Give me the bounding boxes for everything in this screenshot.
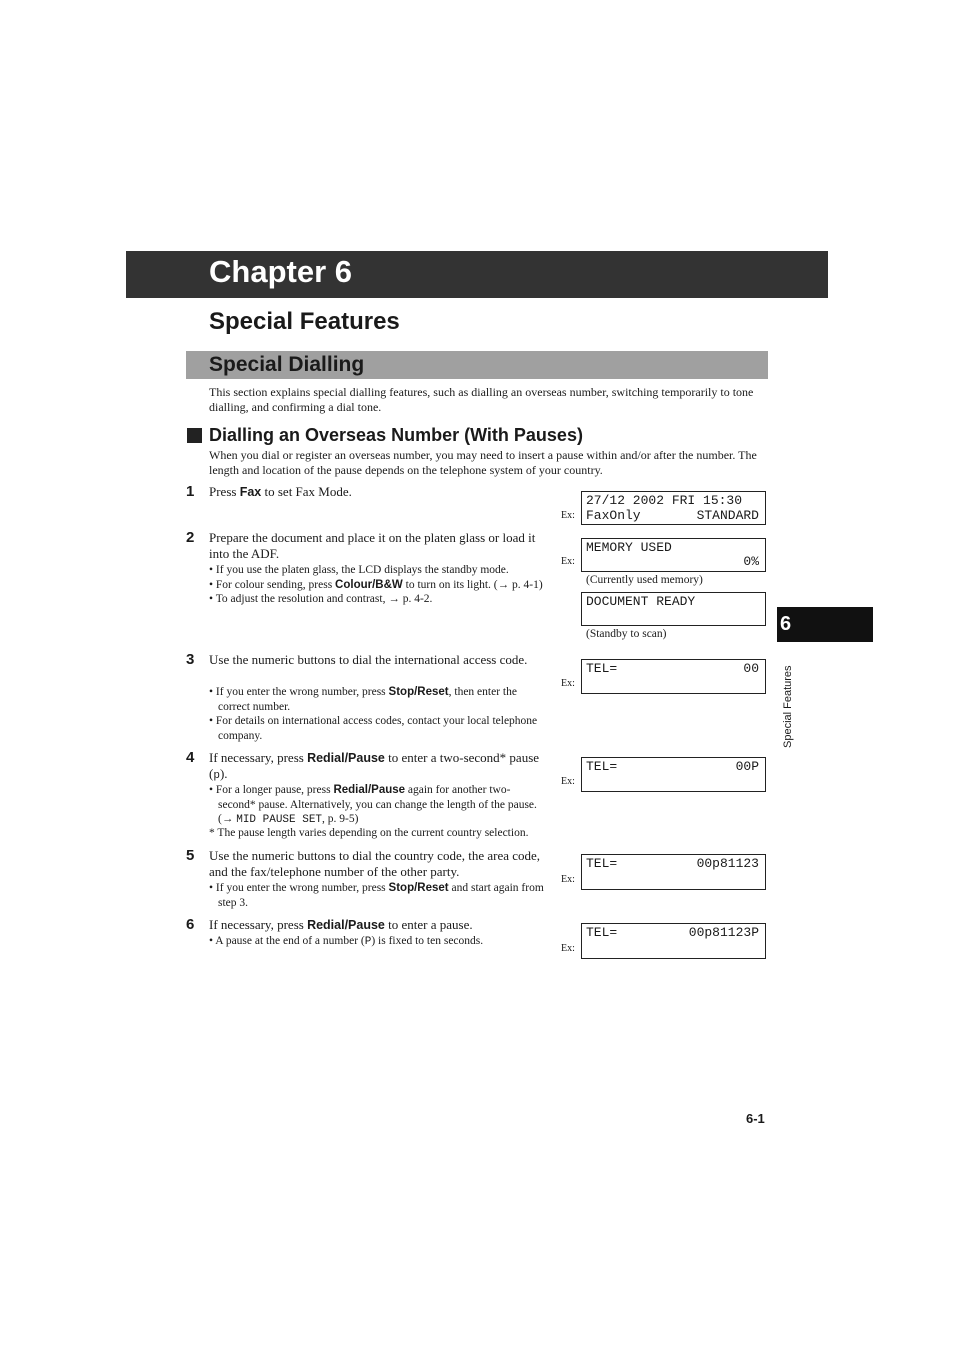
lcd-text: 00P: [735, 759, 759, 774]
bullet-text: For details on international access codes, contact your local telephone company.: [215, 715, 538, 742]
example-label: Ex:: [561, 678, 575, 689]
chapter-thumb-number: 6: [780, 613, 792, 635]
lcd-text: TEL=: [586, 856, 618, 871]
section-intro: This section explains special dialling features, such as dialling an overseas number, switching temporarily to tone dialling, and confirming a dial tone.: [209, 385, 754, 414]
lcd-text: 0%: [743, 554, 759, 569]
lcd-text: 00p81123: [696, 856, 759, 871]
lcd-display: [581, 538, 766, 572]
step-number: 3: [186, 651, 195, 668]
lcd-display: [581, 491, 766, 525]
bullet-text: ) is fixed to ten seconds.: [371, 935, 484, 947]
bullet-text: To adjust the resolution and contrast, → p. 4-2.: [215, 593, 433, 605]
step-text-part: to enter a pause.: [384, 917, 473, 932]
bullet-text: If you enter the wrong number, press: [215, 686, 389, 698]
lcd-caption: (Currently used memory): [586, 574, 703, 586]
bullet-item: • For a longer pause, press Redial/Pause again for another two-second* pause. Alternatively, you can change the length of the pause. (→ MID PAUSE SET, p. 9-5): [209, 784, 537, 826]
lcd-text: 00p81123P: [688, 925, 759, 940]
step-number: 4: [186, 749, 195, 766]
lcd-text: TEL=: [586, 759, 618, 774]
bullet-item: • If you enter the wrong number, press Stop/Reset, then enter the correct number.: [209, 686, 517, 713]
example-label: Ex:: [561, 874, 575, 885]
step-text: [209, 484, 549, 500]
lcd-text: FaxOnly: [586, 508, 641, 523]
key-name: Stop/Reset: [388, 686, 449, 698]
key-name: Stop/Reset: [388, 882, 449, 894]
bullet-list: [209, 563, 548, 607]
step-number: 2: [186, 529, 195, 546]
key-name: Colour/B&W: [335, 578, 403, 591]
bullet-text: For a longer pause, press: [215, 784, 334, 796]
bullet-item: • A pause at the end of a number (P) is fixed to ten seconds.: [209, 935, 484, 948]
bullet-text: again for another two-second* pause. Alternatively, you can change the length of the pause. (→: [218, 784, 537, 825]
side-chapter-label: Special Features: [782, 665, 794, 748]
lcd-display: [581, 923, 766, 959]
example-label: Ex:: [561, 556, 575, 567]
square-bullet-icon: [187, 428, 202, 443]
step-number: 1: [186, 483, 195, 500]
lcd-text: STANDARD: [696, 508, 759, 523]
subsection-intro: When you dial or register an overseas number, you may need to insert a pause within and/or after the number. The length and location of the pause depends on the telephone system of your country.: [209, 448, 757, 477]
bullet-item: • For colour sending, press Colour/B&W to turn on its light. (→ p. 4-1): [209, 578, 543, 591]
lcd-display: [581, 757, 766, 792]
lcd-display: [581, 659, 766, 694]
bullet-item: • If you use the platen glass, the LCD displays the standby mode.: [209, 564, 509, 576]
step-text: [209, 917, 549, 933]
step-text-part: to set Fax Mode.: [261, 484, 352, 499]
chapter-title: Chapter 6: [209, 254, 352, 289]
bullet-list: [209, 881, 548, 910]
step-text: Use the numeric buttons to dial the country code, the area code, and the fax/telephone number of the other party.: [209, 848, 541, 879]
lcd-text: DOCUMENT READY: [586, 594, 696, 609]
bullet-item: • If you enter the wrong number, press Stop/Reset and start again from step 3.: [209, 882, 544, 909]
lcd-caption: (Standby to scan): [586, 628, 667, 640]
bullet-text: A pause at the end of a number (: [215, 935, 365, 947]
chapter-thumb-tab: [777, 607, 873, 642]
step-text: [209, 750, 549, 784]
bullet-text: , p. 9-5): [322, 813, 359, 825]
lcd-display: [581, 854, 766, 890]
step-text: Use the numeric buttons to dial the international access code.: [209, 652, 528, 667]
example-label: Ex:: [561, 776, 575, 787]
step-text-part: Press: [209, 484, 240, 499]
subsection-title: Dialling an Overseas Number (With Pauses): [209, 425, 583, 445]
bullet-text: If you enter the wrong number, press: [215, 882, 389, 894]
code-text: P: [364, 936, 372, 948]
step-number: 5: [186, 847, 195, 864]
step-text-part: ).: [219, 766, 228, 781]
key-name: Redial/Pause: [307, 751, 385, 765]
footnote: * The pause length varies depending on the current country selection.: [209, 827, 529, 839]
lcd-text: TEL=: [586, 661, 618, 676]
bullet-text: For colour sending, press: [215, 578, 336, 591]
example-label: Ex:: [561, 510, 575, 521]
bullet-list: [209, 934, 548, 950]
bullet-text: If you use the platen glass, the LCD displays the standby mode.: [215, 564, 509, 576]
code-text: MID PAUSE SET: [236, 814, 323, 826]
bullet-text: to turn on its light. (→ p. 4-1): [402, 578, 543, 591]
key-name: Redial/Pause: [333, 784, 406, 796]
bullet-list: [209, 783, 548, 828]
page-number: 6-1: [746, 1111, 765, 1126]
key-name: Fax: [239, 485, 262, 499]
bullet-item: • For details on international access codes, contact your local telephone company.: [209, 715, 538, 742]
code-text: p: [213, 770, 220, 782]
page-heading: Special Features: [209, 308, 400, 335]
key-name: Redial/Pause: [307, 918, 385, 932]
bullet-text: and start again from step 3.: [218, 882, 544, 909]
bullet-text: , then enter the correct number.: [218, 686, 517, 713]
step-text: Prepare the document and place it on the platen glass or load it into the ADF.: [209, 530, 536, 561]
lcd-text: 27/12 2002 FRI 15:30: [586, 493, 743, 508]
lcd-text: 00: [743, 661, 759, 676]
section-title: Special Dialling: [209, 353, 365, 376]
step-text-part: If necessary, press: [209, 917, 308, 932]
lcd-text: MEMORY USED: [586, 540, 672, 555]
step-text-part: If necessary, press: [209, 750, 308, 765]
lcd-text: TEL=: [586, 925, 618, 940]
bullet-list: [209, 685, 548, 743]
step-text-part: to enter a two-second* pause (: [209, 750, 540, 781]
step-number: 6: [186, 916, 195, 933]
example-label: Ex:: [561, 943, 575, 954]
bullet-item: • To adjust the resolution and contrast, → p. 4-2.: [209, 593, 433, 605]
lcd-display: [581, 592, 766, 626]
